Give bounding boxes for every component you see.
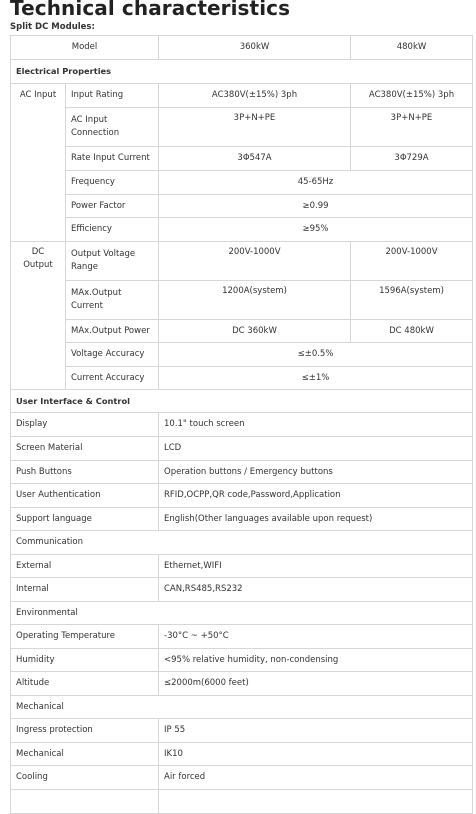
row-value: IP 55 [159, 719, 473, 743]
row-value: CAN,RS485,RS232 [159, 578, 473, 602]
model-a: 360kW [159, 36, 351, 60]
row-value: Operation buttons / Emergency buttons [159, 461, 473, 484]
table-row [11, 578, 473, 602]
row-value: Air forced [159, 766, 473, 790]
row-value-a: AC380V(±15%) 3ph [159, 84, 351, 108]
row-label: External [11, 555, 159, 578]
page-subtitle: Split DC Modules: [10, 22, 95, 32]
row-value: ≤±0.5% [159, 343, 473, 367]
section-mechanical: Mechanical [11, 696, 473, 719]
row-label: Operating Temperature [11, 625, 159, 649]
table-row [11, 766, 473, 790]
section-row-communication [11, 531, 473, 555]
row-value-b: DC 480kW [351, 320, 473, 343]
table-row-model [11, 36, 473, 60]
spec-table [10, 35, 473, 814]
row-value-a: 200V-1000V [159, 242, 351, 281]
section-electrical: Electrical Properties [11, 60, 473, 84]
table-row [11, 555, 473, 578]
table-row [11, 461, 473, 484]
row-value: ≥95% [159, 218, 473, 242]
table-row [11, 281, 473, 320]
row-value-b: 3P+N+PE [351, 108, 473, 147]
table-row [11, 625, 473, 649]
row-value-empty [159, 790, 473, 814]
row-value-b: 200V-1000V [351, 242, 473, 281]
section-ui-control: User Interface & Control [11, 390, 473, 413]
row-value: 45-65Hz [159, 171, 473, 195]
table-row [11, 343, 473, 367]
group-ac-input: AC Input [11, 84, 66, 242]
table-row-empty [11, 790, 473, 814]
row-value-a: 3Φ547A [159, 147, 351, 171]
row-value-b: 3Φ729A [351, 147, 473, 171]
row-label: Input Rating [66, 84, 159, 108]
row-label: Rate Input Current [66, 147, 159, 171]
row-label: Ingress protection [11, 719, 159, 743]
table-row [11, 171, 473, 195]
table-row [11, 367, 473, 390]
table-row [11, 147, 473, 171]
row-label: Efficiency [66, 218, 159, 242]
row-value: RFID,OCPP,QR code,Password,Application [159, 484, 473, 508]
row-value: 10.1" touch screen [159, 413, 473, 437]
row-label: Power Factor [66, 195, 159, 218]
section-row-mechanical [11, 696, 473, 719]
row-value: LCD [159, 437, 473, 461]
section-environmental: Environmental [11, 602, 473, 625]
row-label-empty [11, 790, 159, 814]
row-value: ≥0.99 [159, 195, 473, 218]
table-row [11, 743, 473, 766]
section-row-ui [11, 390, 473, 413]
row-label: Current Accuracy [66, 367, 159, 390]
model-label: Model [11, 36, 159, 60]
row-label: Support language [11, 508, 159, 531]
row-label: Screen Material [11, 437, 159, 461]
table-row [11, 108, 473, 147]
table-row [11, 218, 473, 242]
row-label: AC Input Connection [66, 108, 159, 147]
row-value: English(Other languages available upon request) [159, 508, 473, 531]
section-row-environmental [11, 602, 473, 625]
table-row [11, 195, 473, 218]
table-row [11, 320, 473, 343]
row-value: -30°C ~ +50°C [159, 625, 473, 649]
row-value: <95% relative humidity, non-condensing [159, 649, 473, 672]
row-label: Humidity [11, 649, 159, 672]
model-b: 480kW [351, 36, 473, 60]
page-title: Technical characteristics [10, 0, 291, 20]
row-label: Mechanical [11, 743, 159, 766]
group-dc-output: DC Output [11, 242, 66, 390]
row-label: User Authentication [11, 484, 159, 508]
table-row [11, 649, 473, 672]
row-label: MAx.Output Current [66, 281, 159, 320]
section-communication: Communication [11, 531, 473, 555]
row-value-a: 1200A(system) [159, 281, 351, 320]
table-row [11, 437, 473, 461]
row-label: Output Voltage Range [66, 242, 159, 281]
row-value: ≤±1% [159, 367, 473, 390]
row-value-b: 1596A(system) [351, 281, 473, 320]
row-value-b: AC380V(±15%) 3ph [351, 84, 473, 108]
row-value-a: DC 360kW [159, 320, 351, 343]
row-value: IK10 [159, 743, 473, 766]
row-label: Voltage Accuracy [66, 343, 159, 367]
row-label: MAx.Output Power [66, 320, 159, 343]
row-label: Altitude [11, 672, 159, 696]
row-label: Frequency [66, 171, 159, 195]
table-row [11, 719, 473, 743]
row-label: Cooling [11, 766, 159, 790]
section-row-electrical [11, 60, 473, 84]
table-row [11, 484, 473, 508]
row-label: Push Buttons [11, 461, 159, 484]
row-value-a: 3P+N+PE [159, 108, 351, 147]
table-row [11, 413, 473, 437]
row-label: Internal [11, 578, 159, 602]
table-row [11, 242, 473, 281]
table-row [11, 508, 473, 531]
row-value: Ethernet,WIFI [159, 555, 473, 578]
row-value: ≤2000m(6000 feet) [159, 672, 473, 696]
table-row [11, 672, 473, 696]
row-label: Display [11, 413, 159, 437]
table-row [11, 84, 473, 108]
